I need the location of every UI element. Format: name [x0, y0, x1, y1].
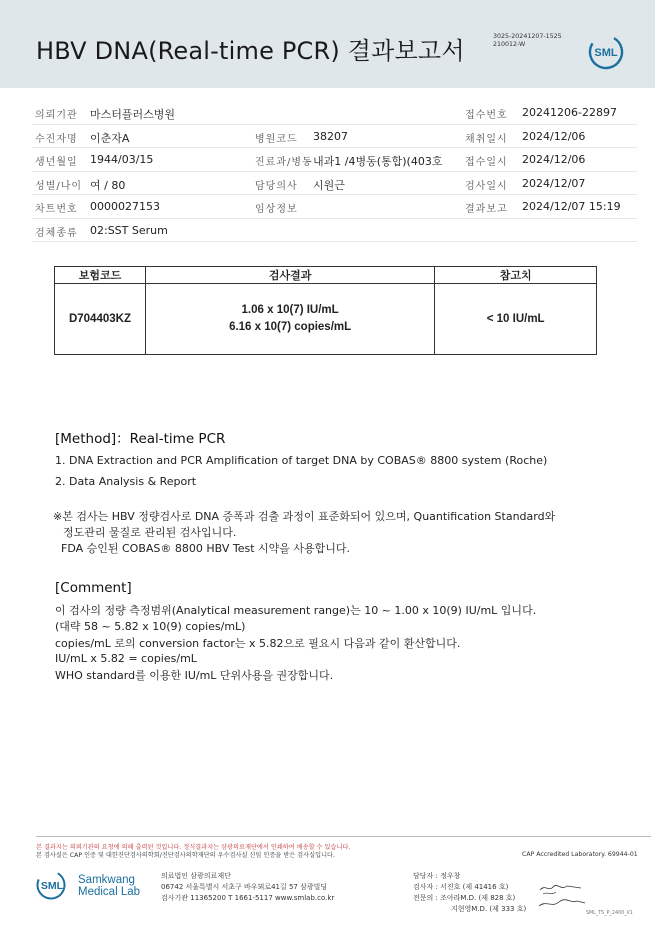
staff-specialist-2: 지현영M.D. (제 333 호): [451, 905, 527, 913]
org-address: 06742 서울특별시 서초구 바우뫼로41길 57 삼광빌딩: [161, 883, 328, 891]
receipt-no-label: 접수번호: [465, 110, 508, 121]
clinical-info-label: 임상정보: [255, 204, 298, 215]
info-row: [32, 148, 637, 172]
method-step-2: 2. Data Analysis & Report: [55, 475, 197, 488]
report-date-value: 2024/12/07 15:19: [522, 200, 621, 213]
footer-divider: [36, 836, 651, 837]
cap-accreditation: CAP Accredited Laboratory. 69944-01: [522, 851, 638, 858]
page-title: HBV DNA(Real-time PCR) 결과보고서: [36, 37, 465, 65]
comment-line-2: (대략 58 ~ 5.82 x 10(9) copies/mL): [55, 620, 246, 633]
receipt-date-value: 2024/12/06: [522, 153, 586, 166]
staff-manager: 담당자 : 정우창: [413, 872, 461, 880]
org-name: 의료법인 삼광의료재단: [161, 872, 231, 880]
chart-no-value: 0000027153: [90, 200, 160, 213]
comment-title: [Comment]: [55, 580, 132, 596]
method-title: [Method]：Real-time PCR: [55, 431, 226, 447]
specimen-label: 검체종류: [35, 227, 78, 239]
recipient-value: 이춘자A: [90, 131, 130, 145]
brand-name-line-2: Medical Lab: [78, 886, 141, 898]
doctor-label: 담당의사: [255, 180, 298, 192]
result-table: [54, 266, 597, 355]
method-note-line-3: FDA 승인된 COBAS® 8800 HBV Test 시약을 사용합니다.: [61, 542, 351, 555]
reference-header: 참고치: [435, 267, 597, 284]
doctor-value: 시원근: [313, 178, 345, 192]
reference-cell: < 10 IU/mL: [435, 284, 597, 355]
receipt-date-label: 접수일시: [465, 157, 508, 168]
test-date-value: 2024/12/07: [522, 176, 586, 190]
insurance-code-header: 보험코드: [55, 267, 146, 284]
comment-line-4: IU/mL x 5.82 = copies/mL: [55, 652, 197, 665]
staff-block: [413, 871, 526, 915]
samkwang-logo-text: SML: [40, 880, 64, 892]
info-row: [32, 125, 637, 149]
staff-specialist-1: 전문의 : 조아라M.D. (제 828 호): [413, 894, 516, 902]
samkwang-brand: [78, 874, 140, 898]
result-iu-value: 1.06 x 10(7) IU/mL: [241, 304, 339, 316]
test-result-cell: [145, 284, 434, 355]
method-note-line-1: ※본 검사는 HBV 정량검사로 DNA 증폭과 검출 과정이 표준화되어 있으며, Quantification Standard와: [53, 510, 556, 523]
brand-name-line-1: Samkwang: [78, 874, 135, 886]
lab-address-block: [161, 871, 334, 904]
test-result-header: 검사결과: [145, 267, 434, 284]
hospital-code-value: 38207: [313, 129, 348, 143]
result-table-header-row: [55, 267, 597, 284]
chart-no-label: 차트번호: [35, 204, 78, 215]
collection-date-value: 2024/12/06: [522, 129, 586, 143]
recipient-label: 수진자명: [35, 133, 78, 145]
staff-tester: 검사자 : 서진호 (제 41416 호): [413, 883, 509, 891]
document-code: [493, 33, 562, 49]
result-copies-value: 6.16 x 10(7) copies/mL: [229, 321, 352, 333]
institution-label: 의뢰기관: [35, 110, 78, 121]
table-row: [55, 284, 597, 355]
document-code-line-1: 3025-20241207-1525: [493, 33, 562, 40]
test-date-label: 검사일시: [465, 180, 508, 192]
specimen-value: 02:SST Serum: [90, 223, 168, 237]
samkwang-logo-icon: [36, 870, 74, 900]
birth-label: 생년월일: [35, 157, 78, 168]
form-code: SML_TS_P_2400_V1: [586, 911, 633, 916]
dept-label: 진료과/병동: [255, 157, 313, 168]
hospital-code-label: 병원코드: [255, 133, 298, 145]
report-notice-red: 본 결과지는 의뢰기관의 요청에 의해 출력된 것입니다. 정식결과지는 삼광의료재단에서 인쇄하여 배송할 수 있습니다.: [36, 844, 351, 851]
report-date-label: 결과보고: [465, 204, 508, 215]
info-row: [32, 195, 637, 219]
institution-value: 마스터플러스병원: [90, 108, 176, 121]
method-note-line-2: 정도관리 물질로 관리된 검사입니다.: [63, 526, 237, 539]
sex-age-value: 여 / 80: [90, 178, 126, 192]
accreditation-notice: 본 검사실은 CAP 인증 및 대한진단검사의학회/진단검사의학재단의 우수검사실 신임 인증을 받은 검사실입니다.: [36, 852, 335, 859]
info-row: [32, 172, 637, 196]
insurance-code-cell: D704403KZ: [55, 284, 146, 355]
sml-logo-icon: [588, 34, 624, 70]
info-row: [32, 101, 637, 125]
sex-age-label: 성별/나이: [35, 180, 83, 192]
org-registration: 검사기관 11365200 T 1661-5117 www.smlab.co.kr: [161, 894, 335, 902]
comment-line-3: copies/mL 로의 conversion factor는 x 5.82으로 필요시 다음과 같이 환산합니다.: [55, 637, 461, 650]
receipt-no-value: 20241206-22897: [522, 106, 617, 119]
signature-icon: [537, 882, 587, 910]
collection-date-label: 채취일시: [465, 133, 508, 145]
info-row: [32, 219, 637, 243]
comment-line-5: WHO standard를 이용한 IU/mL 단위사용을 권장합니다.: [55, 669, 334, 682]
document-code-line-2: 210012-W: [493, 41, 526, 48]
patient-info-grid: [32, 101, 637, 242]
comment-line-1: 이 검사의 정량 측정범위(Analytical measurement range)는 10 ~ 1.00 x 10(9) IU/mL 입니다.: [55, 604, 537, 617]
method-step-1: 1. DNA Extraction and PCR Amplification of target DNA by COBAS® 8800 system (Roche): [55, 454, 548, 467]
birth-value: 1944/03/15: [90, 153, 154, 166]
dept-value: 내과1 /4병동(통합)(403호: [313, 155, 443, 168]
sml-logo-text: SML: [594, 47, 618, 59]
